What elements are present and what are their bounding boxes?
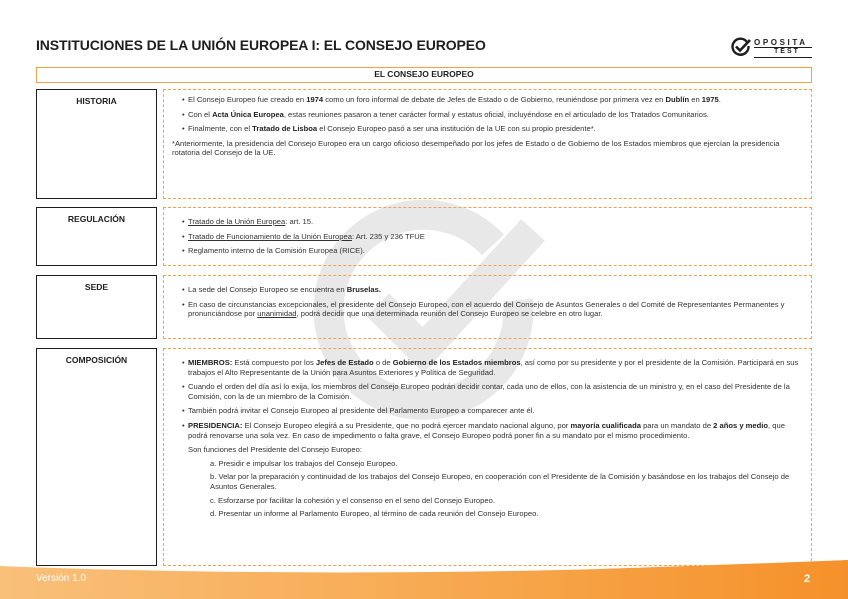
function-item: b. Velar por la preparación y continuidad de los trabajos del Consejo Europeo, en cooperación con el Presidente de la Comisión y basándose en los trabajos del Consejo de Asuntos Generales. xyxy=(210,472,790,491)
function-item: a. Presidir e impulsar los trabajos del Consejo Europeo. xyxy=(210,458,398,468)
list-item: • MIEMBROS: Está compuesto por los Jefes de Estado o de Gobierno de los Estados miembros, así como por su presidente y por el presidente de la Comisión. Participará en sus trabajos el Alto Representante de la Unión para Asuntos Exteriores y Política de Seguridad. xyxy=(188,358,803,377)
list-item: • En caso de circunstancias excepcionales, el presidente del Consejo Europeo, con el acuerdo del Consejo de Asuntos Generales o del Comité de Representantes Permanentes y pronunciándose por unanimidad, podrá decidir que una determinada reunión del Consejo Europeo se celebre en otro lugar. xyxy=(188,300,803,319)
row-label-historia: HISTORIA xyxy=(36,89,157,199)
footer-wave xyxy=(0,560,848,599)
list-item: • Tratado de la Unión Europea: art. 15. xyxy=(188,217,803,227)
list-item: • Tratado de Funcionamiento de la Unión Europea: Art. 235 y 236 TFUE xyxy=(188,232,803,242)
treaty-link[interactable]: Tratado de la Unión Europea xyxy=(188,217,286,226)
list-item: • Cuando el orden del día así lo exija, los miembros del Consejo Europeo podrán decidir contar, cada uno de ellos, con la asistencia de un ministro y, en el caso del Presidente de la Comisión, con la de un miembro de la Comisión. xyxy=(188,382,803,401)
list-item: • El Consejo Europeo fue creado en 1974 como un foro informal de debate de Jefes de Estado o de Gobierno, reuniéndose por primera vez en Dublín en 1975. xyxy=(188,95,803,105)
logo-rule xyxy=(754,57,812,58)
list-item: • Con el Acta Única Europea, estas reuniones pasaron a tener carácter formal y estatus oficial, incluyéndose en el articulado de los Tratados Comunitarios. xyxy=(188,110,803,120)
page-title: INSTITUCIONES DE LA UNIÓN EUROPEA I: EL CONSEJO EUROPEO xyxy=(36,37,486,53)
list-item: • Finalmente, con el Tratado de Lisboa el Consejo Europeo pasó a ser una institución de la UE con su propio presidente*. xyxy=(188,124,803,134)
check-badge-icon xyxy=(730,36,752,58)
version-label: Versión 1.0 xyxy=(36,573,87,584)
row-content-regulacion xyxy=(163,207,812,266)
logo-text-bottom: TEST xyxy=(774,48,800,55)
row-content-sede xyxy=(163,275,812,339)
treaty-link[interactable]: Tratado de Funcionamiento de la Unión Europea xyxy=(188,231,352,241)
page-number: 2 xyxy=(804,573,811,585)
oposita-test-logo xyxy=(730,36,812,58)
row-label-sede: SEDE xyxy=(36,275,157,339)
row-label-composicion: COMPOSICIÓN xyxy=(36,348,157,566)
functions-heading: Son funciones del Presidente del Consejo Europeo: xyxy=(188,445,362,455)
logo-text-top: OPOSITA xyxy=(754,38,808,47)
row-content-composicion xyxy=(163,348,812,566)
function-item: c. Esforzarse por facilitar la cohesión y el consenso en el seno del Consejo Europeo. xyxy=(210,495,495,505)
list-item: • La sede del Consejo Europeo se encuentra en Bruselas. xyxy=(188,285,803,295)
footnote: *Anteriormente, la presidencia del Consejo Europeo era un cargo oficioso desempeñado por los jefes de Estado o de Gobierno de los Estados miembros que ejercían la presidencia rotatoria del Consejo de la UE. xyxy=(172,138,780,158)
function-item: d. Presentar un informe al Parlamento Europeo, al término de cada reunión del Consejo Europeo. xyxy=(210,509,539,519)
row-content-historia xyxy=(163,89,812,199)
list-item: • También podrá invitar el Consejo Europeo al presidente del Parlamento Europeo a comparecer ante él. xyxy=(188,406,803,416)
row-label-regulacion: REGULACIÓN xyxy=(36,207,157,266)
list-item: • Reglamento interno de la Comisión Europea (RICE). xyxy=(188,246,803,256)
list-item: • PRESIDENCIA: El Consejo Europeo elegirá a su Presidente, que no podrá ejercer mandato nacional alguno, por mayoría cualificada para un mandato de 2 años y medio, que podrá renovarse una sola vez. En caso de impedimento o falta grave, el Consejo Europeo podrá poner fin a su mandato por el mismo procedimiento. xyxy=(188,421,803,440)
section-banner: EL CONSEJO EUROPEO xyxy=(36,67,812,83)
